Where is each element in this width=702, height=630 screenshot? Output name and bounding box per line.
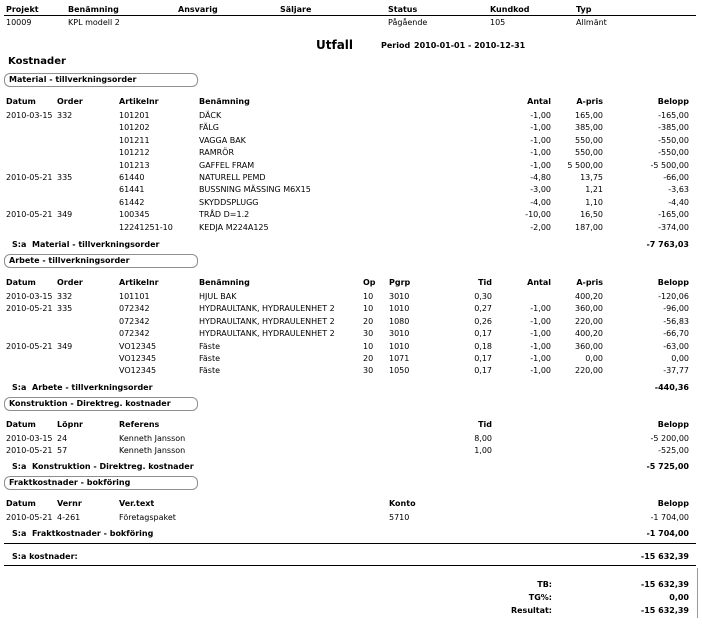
arbete-cell-op: 20 xyxy=(363,354,374,363)
arbete-cell-antal: -1,00 xyxy=(530,329,551,339)
col-label-ansvarig: Ansvarig xyxy=(178,5,218,14)
material-cell-apris: 5 500,00 xyxy=(567,160,603,170)
arbete-cell-op: 10 xyxy=(363,292,374,301)
arbete-cell-art: 072342 xyxy=(119,329,150,339)
material-cell-ben: GAFFEL FRAM xyxy=(199,160,255,170)
konstruktion-section-header xyxy=(4,397,198,411)
frakt-sum-value: -1 704,00 xyxy=(646,529,689,538)
arbete-cell-order: 349 xyxy=(57,341,73,351)
konstruktion-sum-prefix: S:a xyxy=(12,462,27,471)
material-cell-ben: KEDJA M224A125 xyxy=(199,222,269,232)
material-cell-order: 349 xyxy=(57,210,73,220)
frakt-cell-vertext: Företagspaket xyxy=(119,513,176,522)
summary-tg-value: 0,00 xyxy=(669,593,689,602)
arbete-col-benamning: Benämning xyxy=(199,278,250,287)
arbete-cell-belopp: -66,70 xyxy=(663,329,689,339)
col-label-projekt: Projekt xyxy=(6,5,39,14)
arbete-cell-op: 30 xyxy=(363,366,374,376)
value-benamning: KPL modell 2 xyxy=(68,18,120,27)
konstruktion-col-datum: Datum xyxy=(6,420,36,429)
frakt-cell-datum: 2010-05-21 xyxy=(6,513,53,522)
arbete-col-apris: A-pris xyxy=(576,278,603,287)
arbete-cell-pgrp: 1071 xyxy=(389,354,410,363)
arbete-cell-datum: 2010-05-21 xyxy=(6,304,53,314)
frakt-col-belopp: Belopp xyxy=(657,499,689,508)
arbete-cell-op: 10 xyxy=(363,304,374,314)
material-cell-antal: -1,00 xyxy=(530,160,551,170)
frakt-sum-label: Fraktkostnader - bokföring xyxy=(32,529,154,538)
arbete-cell-ben: Fäste xyxy=(199,366,220,376)
arbete-cell-ben: HJUL BAK xyxy=(199,292,237,301)
period-label: Period xyxy=(381,41,411,50)
konstruktion-cell-ref: Kenneth Jansson xyxy=(119,446,186,456)
frakt-col-vertext: Ver.text xyxy=(119,499,155,508)
arbete-cell-tid: 0,18 xyxy=(474,341,492,351)
konstruktion-col-lopnr: Löpnr xyxy=(57,420,83,429)
material-cell-apris: 550,00 xyxy=(575,135,603,145)
material-cell-apris: 165,00 xyxy=(575,111,603,120)
material-cell-antal: -4,00 xyxy=(530,197,551,207)
frakt-section-title: Fraktkostnader - bokföring xyxy=(9,478,131,487)
arbete-cell-ben: Fäste xyxy=(199,341,220,351)
konstruktion-col-tid: Tid xyxy=(478,420,492,429)
arbete-col-order: Order xyxy=(57,278,83,287)
material-cell-antal: -2,00 xyxy=(530,222,551,232)
arbete-col-op: Op xyxy=(363,278,376,287)
arbete-cell-pgrp: 1080 xyxy=(389,316,410,326)
arbete-cell-order: 332 xyxy=(57,292,73,301)
arbete-col-artikelnr: Artikelnr xyxy=(119,278,159,287)
summary-tg-label: TG%: xyxy=(528,593,552,602)
value-projekt: 10009 xyxy=(6,18,32,27)
summary-tb-label: TB: xyxy=(537,580,552,589)
total-value: -15 632,39 xyxy=(640,552,689,561)
material-sum-value: -7 763,03 xyxy=(646,240,689,249)
konstruktion-cell-ref: Kenneth Jansson xyxy=(119,434,186,443)
frakt-sum-prefix: S:a xyxy=(12,529,27,538)
material-cell-art: 61442 xyxy=(119,197,145,207)
material-cell-apris: 187,00 xyxy=(575,222,603,232)
col-label-kundkod: Kundkod xyxy=(490,5,530,14)
arbete-cell-datum: 2010-03-15 xyxy=(6,292,53,301)
konstruktion-col-belopp: Belopp xyxy=(657,420,689,429)
material-cell-belopp: -385,00 xyxy=(658,123,689,133)
total-label: S:a kostnader: xyxy=(12,552,78,561)
material-section-title: Material - tillverkningsorder xyxy=(9,75,137,84)
material-cell-datum: 2010-05-21 xyxy=(6,173,53,182)
material-cell-belopp: -4,40 xyxy=(668,197,689,207)
material-sum-label: Material - tillverkningsorder xyxy=(32,240,160,249)
material-cell-antal: -4,80 xyxy=(530,173,551,182)
arbete-cell-art: VO12345 xyxy=(119,366,157,376)
arbete-cell-op: 20 xyxy=(363,316,374,326)
material-cell-apris: 550,00 xyxy=(575,148,603,158)
arbete-cell-tid: 0,27 xyxy=(474,304,492,314)
value-status: Pågående xyxy=(388,18,428,27)
material-cell-datum: 2010-03-15 xyxy=(6,111,53,120)
page-edge-line xyxy=(697,568,698,618)
arbete-cell-apris: 400,20 xyxy=(575,292,603,301)
arbete-cell-pgrp: 3010 xyxy=(389,329,410,339)
material-col-artikelnr: Artikelnr xyxy=(119,97,159,106)
material-cell-ben: TRÅD D=1.2 xyxy=(199,210,250,220)
arbete-col-tid: Tid xyxy=(478,278,492,287)
material-cell-art: 12241251-10 xyxy=(119,222,173,232)
arbete-cell-order: 335 xyxy=(57,304,73,314)
arbete-cell-ben: HYDRAULTANK, HYDRAULENHET 2 xyxy=(199,329,335,339)
material-cell-art: 101202 xyxy=(119,123,150,133)
arbete-cell-op: 10 xyxy=(363,341,374,351)
col-label-benamning: Benämning xyxy=(68,5,119,14)
arbete-cell-tid: 0,17 xyxy=(474,329,492,339)
arbete-cell-pgrp: 1050 xyxy=(389,366,410,376)
konstruktion-cell-lopnr: 24 xyxy=(57,434,68,443)
material-col-datum: Datum xyxy=(6,97,36,106)
arbete-cell-belopp: 0,00 xyxy=(671,354,689,363)
material-cell-ben: DÄCK xyxy=(199,111,222,120)
material-col-antal: Antal xyxy=(527,97,551,106)
material-col-order: Order xyxy=(57,97,83,106)
col-label-typ: Typ xyxy=(576,5,592,14)
arbete-cell-apris: 0,00 xyxy=(585,354,603,363)
arbete-cell-belopp: -37,77 xyxy=(663,366,689,376)
arbete-cell-art: 072342 xyxy=(119,304,150,314)
arbete-cell-ben: HYDRAULTANK, HYDRAULENHET 2 xyxy=(199,304,335,314)
material-cell-antal: -10,00 xyxy=(525,210,551,220)
material-cell-art: 101211 xyxy=(119,135,150,145)
arbete-cell-belopp: -56,83 xyxy=(663,316,689,326)
material-cell-belopp: -3,63 xyxy=(668,185,689,195)
arbete-sum-value: -440,36 xyxy=(654,383,689,392)
material-cell-belopp: -165,00 xyxy=(658,111,689,120)
material-cell-order: 332 xyxy=(57,111,73,120)
konstruktion-cell-lopnr: 57 xyxy=(57,446,68,456)
frakt-cell-belopp: -1 704,00 xyxy=(650,513,689,522)
konstruktion-cell-tid: 1,00 xyxy=(474,446,492,456)
arbete-section-header xyxy=(4,254,198,268)
arbete-cell-apris: 220,00 xyxy=(575,316,603,326)
report-title: Utfall xyxy=(316,38,354,52)
arbete-cell-ben: HYDRAULTANK, HYDRAULENHET 2 xyxy=(199,316,335,326)
frakt-cell-konto: 5710 xyxy=(389,513,410,522)
arbete-cell-apris: 220,00 xyxy=(575,366,603,376)
arbete-cell-tid: 0,26 xyxy=(474,316,492,326)
arbete-sum-label: Arbete - tillverkningsorder xyxy=(32,383,153,392)
material-section-header xyxy=(4,73,198,87)
arbete-cell-apris: 360,00 xyxy=(575,341,603,351)
material-cell-ben: FÄLG xyxy=(199,123,219,133)
material-cell-art: 101212 xyxy=(119,148,150,158)
material-col-belopp: Belopp xyxy=(657,97,689,106)
arbete-cell-antal: -1,00 xyxy=(530,366,551,376)
material-cell-belopp: -550,00 xyxy=(658,148,689,158)
summary-tb-value: -15 632,39 xyxy=(640,580,689,589)
material-cell-apris: 1,21 xyxy=(585,185,603,195)
frakt-col-datum: Datum xyxy=(6,499,36,508)
arbete-col-antal: Antal xyxy=(527,278,551,287)
material-cell-antal: -1,00 xyxy=(530,111,551,120)
konstruktion-col-referens: Referens xyxy=(119,420,160,429)
arbete-cell-tid: 0,17 xyxy=(474,354,492,363)
material-cell-belopp: -66,00 xyxy=(663,173,689,182)
material-cell-ben: VAGGA BAK xyxy=(199,135,246,145)
arbete-cell-belopp: -96,00 xyxy=(663,304,689,314)
arbete-cell-antal: -1,00 xyxy=(530,341,551,351)
material-cell-art: 101213 xyxy=(119,160,150,170)
material-col-apris: A-pris xyxy=(576,97,603,106)
material-col-benamning: Benämning xyxy=(199,97,250,106)
material-cell-order: 335 xyxy=(57,173,73,182)
period-value: 2010-01-01 - 2010-12-31 xyxy=(414,41,526,50)
value-kundkod: 105 xyxy=(490,18,506,27)
material-cell-ben: RAMRÖR xyxy=(199,148,235,158)
frakt-section-header xyxy=(4,476,198,490)
konstruktion-sum-value: -5 725,00 xyxy=(646,462,689,471)
konstruktion-sum-label: Konstruktion - Direktreg. kostnader xyxy=(32,462,194,471)
arbete-cell-ben: Fäste xyxy=(199,354,220,363)
value-typ: Allmänt xyxy=(576,18,607,27)
konstruktion-section-title: Konstruktion - Direktreg. kostnader xyxy=(9,399,171,408)
arbete-cell-antal: -1,00 xyxy=(530,354,551,363)
material-cell-apris: 385,00 xyxy=(575,123,603,133)
frakt-col-konto: Konto xyxy=(389,499,416,508)
total-divider-bottom xyxy=(4,565,696,566)
arbete-col-belopp: Belopp xyxy=(657,278,689,287)
material-cell-ben: NATURELL PEMD xyxy=(199,173,266,182)
arbete-col-pgrp: Pgrp xyxy=(389,278,411,287)
konstruktion-cell-belopp: -5 200,00 xyxy=(650,434,689,443)
material-cell-belopp: -374,00 xyxy=(658,222,689,232)
col-label-status: Status xyxy=(388,5,418,14)
arbete-cell-datum: 2010-05-21 xyxy=(6,341,53,351)
frakt-col-vernr: Vernr xyxy=(57,499,82,508)
arbete-cell-pgrp: 1010 xyxy=(389,341,410,351)
konstruktion-cell-tid: 8,00 xyxy=(474,434,492,443)
section-heading: Kostnader xyxy=(8,56,66,67)
col-label-saljare: Säljare xyxy=(280,5,312,14)
material-cell-ben: BUSSNING MÄSSING M6X15 xyxy=(199,185,311,195)
arbete-cell-antal: -1,00 xyxy=(530,316,551,326)
material-cell-belopp: -550,00 xyxy=(658,135,689,145)
material-cell-belopp: -165,00 xyxy=(658,210,689,220)
frakt-cell-vernr: 4-261 xyxy=(57,513,81,522)
material-cell-belopp: -5 500,00 xyxy=(650,160,689,170)
material-cell-apris: 13,75 xyxy=(580,173,603,182)
arbete-cell-art: 072342 xyxy=(119,316,150,326)
material-cell-antal: -1,00 xyxy=(530,148,551,158)
arbete-cell-op: 30 xyxy=(363,329,374,339)
arbete-cell-antal: -1,00 xyxy=(530,304,551,314)
material-cell-ben: SKYDDSPLUGG xyxy=(199,197,259,207)
material-cell-datum: 2010-05-21 xyxy=(6,210,53,220)
konstruktion-cell-datum: 2010-03-15 xyxy=(6,434,53,443)
arbete-section-title: Arbete - tillverkningsorder xyxy=(9,256,130,265)
material-cell-antal: -3,00 xyxy=(530,185,551,195)
summary-resultat-label: Resultat: xyxy=(510,606,552,615)
arbete-cell-apris: 360,00 xyxy=(575,304,603,314)
arbete-cell-art: 101101 xyxy=(119,292,150,301)
arbete-cell-pgrp: 3010 xyxy=(389,292,410,301)
arbete-cell-art: VO12345 xyxy=(119,354,157,363)
material-cell-apris: 1,10 xyxy=(585,197,603,207)
material-sum-prefix: S:a xyxy=(12,240,27,249)
arbete-cell-apris: 400,20 xyxy=(575,329,603,339)
material-cell-art: 61441 xyxy=(119,185,145,195)
arbete-col-datum: Datum xyxy=(6,278,36,287)
material-cell-antal: -1,00 xyxy=(530,135,551,145)
summary-resultat-value: -15 632,39 xyxy=(640,606,689,615)
total-divider-top xyxy=(4,543,696,544)
konstruktion-cell-datum: 2010-05-21 xyxy=(6,446,53,456)
arbete-cell-tid: 0,17 xyxy=(474,366,492,376)
header-divider xyxy=(4,15,696,16)
arbete-cell-tid: 0,30 xyxy=(474,292,492,301)
konstruktion-cell-belopp: -525,00 xyxy=(658,446,689,456)
material-cell-art: 61440 xyxy=(119,173,145,182)
arbete-cell-art: VO12345 xyxy=(119,341,157,351)
arbete-cell-pgrp: 1010 xyxy=(389,304,410,314)
material-cell-art: 101201 xyxy=(119,111,150,120)
arbete-cell-belopp: -120,06 xyxy=(658,292,689,301)
material-cell-art: 100345 xyxy=(119,210,150,220)
arbete-cell-belopp: -63,00 xyxy=(663,341,689,351)
arbete-sum-prefix: S:a xyxy=(12,383,27,392)
material-cell-antal: -1,00 xyxy=(530,123,551,133)
material-cell-apris: 16,50 xyxy=(580,210,603,220)
